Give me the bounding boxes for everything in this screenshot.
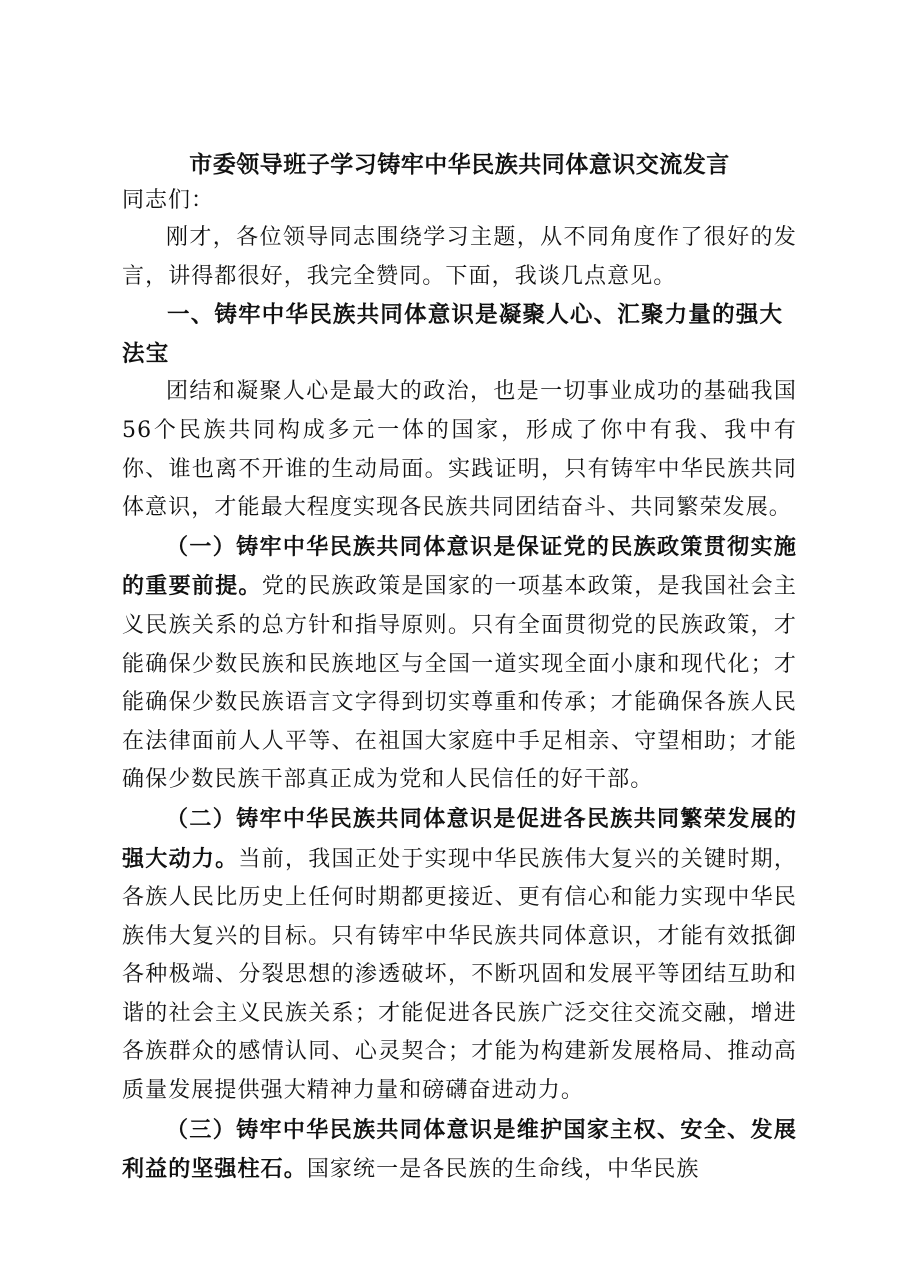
- section-1-paragraph: 团结和凝聚人心是最大的政治，也是一切事业成功的基础我国56个民族共同构成多元一体的国家，形成了你中有我、我中有你、谁也离不开谁的生动局面。实践证明，只有铸牢中华民族共同体意识，才能最大程度实现各民族共同团结奋斗、共同繁荣发展。: [122, 379, 797, 521]
- intro-paragraph: 刚才，各位领导同志围绕学习主题，从不同角度作了很好的发言，讲得都很好，我完全赞同。下面，我谈几点意见。: [122, 225, 797, 289]
- point-2-paragraph: [122, 800, 797, 1111]
- salutation: 同志们：: [122, 188, 215, 213]
- document-body: [122, 147, 797, 1190]
- point-3-paragraph: [122, 1111, 797, 1190]
- point-2-body: 当前，我国正处于实现中华民族伟大复兴的关键时期，各族人民比历史上任何时期都更接近、更有信心和能力实现中华民族伟大复兴的目标。只有铸牢中华民族共同体意识，才能有效抵御各种极端、分裂思想的渗透破坏，不断巩固和发展平等团结互助和谐的社会主义民族关系；才能促进各民族广泛交往交流交融，增进各族群众的感情认同、心灵契合；才能为构建新发展格局、推动高质量发展提供强大精神力量和磅礴奋进动力。: [122, 846, 797, 1104]
- point-1-lead: （一）铸牢中华民族共同体意识是保证党的民族政策贯彻实施的重要前提。: [122, 533, 797, 600]
- point-1-body: 党的民族政策是国家的一项基本政策，是我国社会主义民族关系的总方针和指导原则。只有全面贯彻党的民族政策，才能确保少数民族和民族地区与全国一道实现全面小康和现代化；才能确保少数民族语言文字得到切实尊重和传承；才能确保各族人民在法律面前人人平等、在祖国大家庭中手足相亲、守望相助；才能确保少数民族干部真正成为党和人民信任的好干部。: [122, 574, 797, 793]
- point-2-lead: （二）铸牢中华民族共同体意识是促进各民族共同繁荣发展的强大动力。: [122, 805, 797, 872]
- section-1-heading: 一、铸牢中华民族共同体意识是凝聚人心、汇聚力量的强大法宝: [122, 302, 784, 367]
- point-3-body: 国家统一是各民族的生命线，中华民族: [306, 1157, 700, 1183]
- point-3-lead: （三）铸牢中华民族共同体意识是维护国家主权、安全、发展利益的坚强柱石。: [122, 1116, 797, 1183]
- document-title: 市委领导班子学习铸牢中华民族共同体意识交流发言: [189, 151, 730, 178]
- point-1-paragraph: [122, 528, 797, 800]
